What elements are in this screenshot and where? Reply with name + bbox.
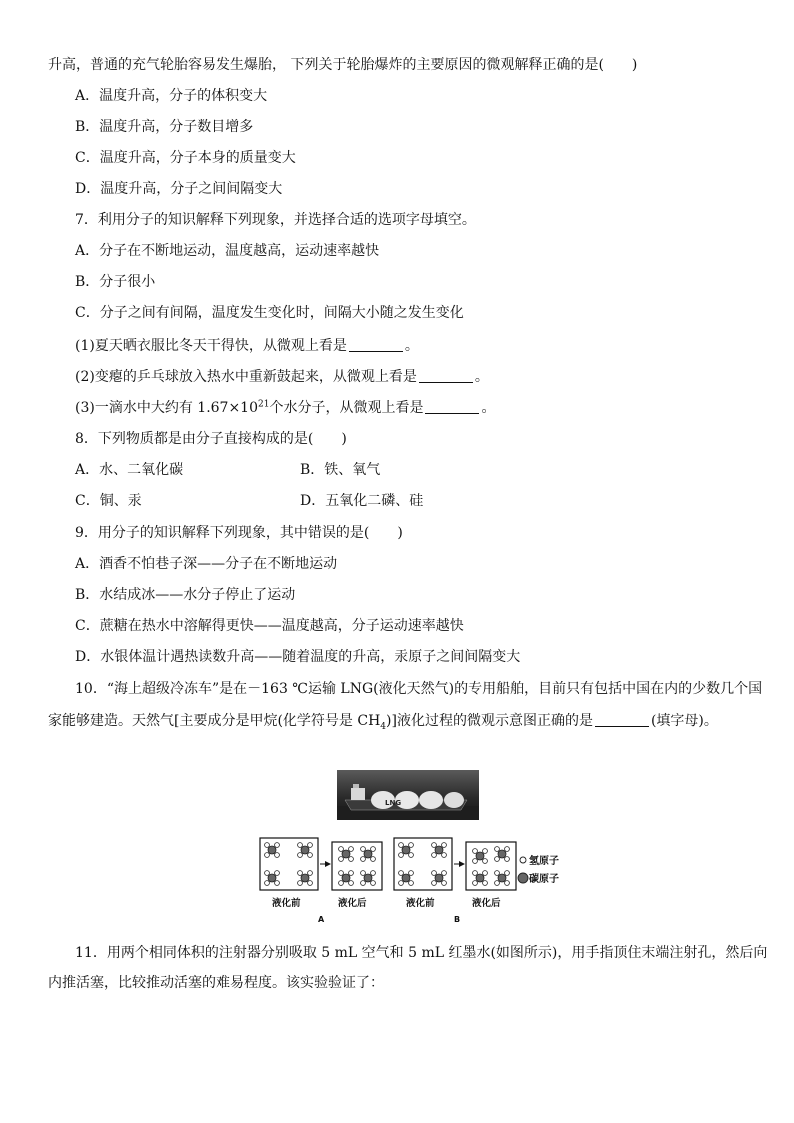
q10-line2-text: 家能够建造。天然气[主要成分是甲烷(化学符号是 CH <box>48 713 381 729</box>
q7-option-b: B．分子很小 <box>75 274 156 290</box>
q7-sub3 <box>75 398 495 418</box>
panel-label-2: 液化后 <box>338 898 367 909</box>
panel-a-after <box>332 842 382 890</box>
legend-hydrogen: 氢原子 <box>529 856 559 867</box>
q9-option-b: B．水结成冰——水分子停止了运动 <box>75 587 296 603</box>
q8-option-b: B．铁、氧气 <box>300 462 381 478</box>
q8-option-a: A．水、二氧化碳 <box>75 462 184 478</box>
q6-stem: 升高，普通的充气轮胎容易发生爆胎， 下列关于轮胎爆炸的主要原因的微观解释正确的是( ) <box>48 57 638 73</box>
q10-line1: 10．“海上超级冷冻车”是在－163 ℃运输 LNG(液化天然气)的专用船舶，目前只有包括中国在内的少数几个国 <box>75 681 763 697</box>
panel-label-1: 液化前 <box>272 898 301 909</box>
q10-line2-text-3: (填字母)。 <box>650 713 718 729</box>
period: 。 <box>481 400 496 416</box>
answer-blank[interactable] <box>419 368 473 383</box>
q9-option-d: D．水银体温计遇热读数升高——随着温度的升高，汞原子之间间隔变大 <box>75 649 521 665</box>
exponent: 21 <box>258 399 270 410</box>
answer-blank[interactable] <box>425 399 479 414</box>
q7-sub3-text-2: 个水分子，从微观上看是 <box>269 400 424 416</box>
q6-option-b: B．温度升高，分子数目增多 <box>75 119 254 135</box>
q8-option-c: C．铜、汞 <box>75 493 142 509</box>
methane-liquefaction-diagram <box>258 836 578 926</box>
q6-option-d: D．温度升高，分子之间间隔变大 <box>75 181 283 197</box>
legend-carbon: 碳原子 <box>529 874 559 885</box>
period: 。 <box>474 369 489 385</box>
hydrogen-atom-icon <box>520 857 526 863</box>
lng-ship-photo <box>337 770 479 820</box>
q7-sub2 <box>75 367 489 387</box>
ship-lng-label: LNG <box>385 799 402 807</box>
q7-stem: 7．利用分子的知识解释下列现象，并选择合适的选项字母填空。 <box>75 212 476 228</box>
answer-blank[interactable] <box>595 712 649 727</box>
q7-sub1-text: (1)夏天晒衣服比冬天干得快，从微观上看是 <box>75 338 347 354</box>
q10-line2 <box>48 711 718 731</box>
q7-option-a: A．分子在不断地运动，温度越高，运动速率越快 <box>75 243 380 259</box>
panel-a-before <box>260 838 318 890</box>
carbon-atom-icon <box>518 873 528 883</box>
period: 。 <box>404 338 419 354</box>
group-label-b: B <box>454 915 461 924</box>
legend <box>518 854 559 885</box>
panel-b-after <box>466 842 516 890</box>
q6-option-c: C．温度升高，分子本身的质量变大 <box>75 150 296 166</box>
q8-option-d: D．五氧化二磷、硅 <box>300 493 424 509</box>
q10-line2-text-2: )]液化过程的微观示意图正确的是 <box>386 713 593 729</box>
q6-option-a: A．温度升高，分子的体积变大 <box>75 88 268 104</box>
answer-blank[interactable] <box>349 337 403 352</box>
q11-line2: 内推活塞，比较推动活塞的难易程度。该实验验证了： <box>48 975 384 991</box>
q7-sub1 <box>75 336 419 356</box>
q7-sub3-text: (3)一滴水中大约有 1.67×10 <box>75 400 258 416</box>
panel-b-before <box>394 838 452 890</box>
panel-label-3: 液化前 <box>406 898 435 909</box>
q9-option-c: C．蔗糖在热水中溶解得更快——温度越高，分子运动速率越快 <box>75 618 464 634</box>
panel-label-4: 液化后 <box>472 898 501 909</box>
q11-line1: 11．用两个相同体积的注射器分别吸取 5 mL 空气和 5 mL 红墨水(如图所示)，用手指顶住末端注射孔，然后向 <box>75 945 768 961</box>
q8-stem: 8．下列物质都是由分子直接构成的是( ) <box>75 431 347 447</box>
q9-stem: 9．用分子的知识解释下列现象，其中错误的是( ) <box>75 525 403 541</box>
q9-option-a: A．酒香不怕巷子深——分子在不断地运动 <box>75 556 338 572</box>
subscript: 4 <box>380 721 387 732</box>
q7-sub2-text: (2)变瘪的乒乓球放入热水中重新鼓起来，从微观上看是 <box>75 369 417 385</box>
q7-option-c: C．分子之间有间隔，温度发生变化时，间隔大小随之发生变化 <box>75 305 464 321</box>
group-label-a: A <box>318 915 325 924</box>
